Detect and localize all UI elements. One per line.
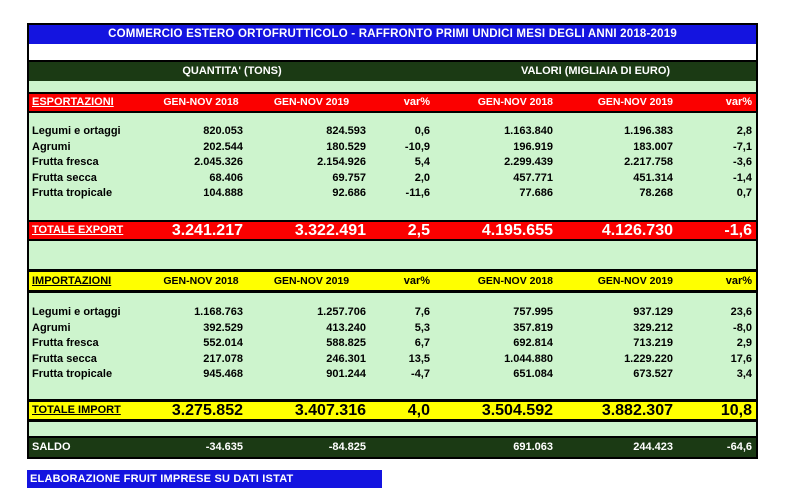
- val-var-cell: 3,4: [736, 368, 752, 380]
- qty-2019-cell: 1.257.706: [317, 306, 366, 318]
- table-row: [29, 171, 756, 187]
- val-2018-cell: 692.814: [513, 337, 553, 349]
- val-var-cell: -8,0: [733, 321, 752, 334]
- table-row: [29, 186, 756, 202]
- qty-var-cell: 5,4: [414, 156, 430, 168]
- spacer-row: [29, 293, 756, 305]
- table-row: [29, 305, 756, 321]
- val-2018-cell: 2.299.439: [504, 156, 553, 168]
- val-2018-cell: 691.063: [513, 441, 553, 453]
- qty-2018-cell: 552.014: [203, 337, 243, 349]
- val-2019-cell: 937.129: [633, 306, 673, 318]
- qty-2018-cell: 104.888: [203, 187, 243, 199]
- val-2019-cell: 451.314: [633, 171, 673, 184]
- qty-var-cell: 2,5: [407, 222, 430, 239]
- table-row: [29, 124, 756, 140]
- table-row: [29, 336, 756, 352]
- val-2019-cell: 244.423: [633, 441, 673, 453]
- val-2019-cell: 3.882.307: [601, 402, 673, 419]
- val-2019-cell: 183.007: [633, 140, 673, 153]
- val-var-cell: -3,6: [733, 156, 752, 168]
- val-var-cell: -1,6: [724, 222, 752, 239]
- col-header-val-2019: GEN-NOV 2019: [597, 275, 673, 287]
- qty-2019-cell: 901.244: [326, 368, 366, 380]
- saldo-label: SALDO: [32, 441, 71, 453]
- row-label: Frutta tropicale: [32, 187, 113, 199]
- qty-2018-cell: 68.406: [209, 171, 243, 184]
- val-var-cell: 10,8: [720, 402, 752, 419]
- qty-2018-cell: 202.544: [203, 140, 243, 153]
- qty-2019-cell: -84.825: [328, 441, 366, 453]
- val-2018-cell: 77.686: [519, 187, 553, 199]
- values-section-header: VALORI (MIGLIAIA DI EURO): [520, 65, 671, 77]
- qty-2018-cell: 3.275.852: [171, 402, 243, 419]
- qty-var-cell: -11,6: [405, 187, 430, 199]
- spacer-row: [29, 44, 756, 60]
- qty-2018-cell: 392.529: [203, 321, 243, 334]
- val-var-cell: 2,8: [736, 125, 752, 137]
- val-2019-cell: 78.268: [639, 187, 673, 199]
- qty-2018-cell: -34.635: [205, 441, 243, 453]
- qty-var-cell: 7,6: [414, 306, 430, 318]
- col-header-qty-2018: GEN-NOV 2018: [163, 96, 239, 108]
- section-header-row: [29, 62, 756, 81]
- import-total-row: [29, 402, 756, 419]
- val-var-cell: 23,6: [730, 306, 752, 318]
- val-var-cell: -7,1: [733, 140, 752, 153]
- col-header-val-2019: GEN-NOV 2019: [597, 96, 673, 108]
- val-2018-cell: 1.163.840: [504, 125, 553, 137]
- title-banner: COMMERCIO ESTERO ORTOFRUTTICOLO - RAFFRONTO PRIMI UNDICI MESI DEGLI ANNI 2018-2019: [29, 25, 756, 44]
- val-var-cell: -64,6: [726, 441, 752, 453]
- spacer-row: [29, 422, 756, 436]
- val-2019-cell: 2.217.758: [624, 156, 673, 168]
- spacer-row: [29, 241, 756, 269]
- qty-2018-cell: 3.241.217: [171, 222, 243, 239]
- val-var-cell: 2,9: [736, 337, 752, 349]
- val-2018-cell: 3.504.592: [481, 402, 553, 419]
- val-2018-cell: 357.819: [513, 321, 553, 334]
- qty-2018-cell: 1.168.763: [194, 306, 243, 318]
- qty-2019-cell: 824.593: [326, 125, 366, 137]
- qty-2019-cell: 246.301: [326, 352, 366, 365]
- val-2018-cell: 651.084: [513, 368, 553, 380]
- col-header-val-var: var%: [725, 275, 752, 287]
- val-2019-cell: 713.219: [633, 337, 673, 349]
- qty-var-cell: -4,7: [411, 368, 430, 380]
- qty-2019-cell: 3.322.491: [294, 222, 366, 239]
- qty-2019-cell: 69.757: [332, 171, 366, 184]
- col-header-qty-var: var%: [403, 275, 430, 287]
- col-header-val-2018: GEN-NOV 2018: [477, 96, 553, 108]
- export-header-row: [29, 94, 756, 111]
- table-row: [29, 321, 756, 337]
- import-data-block: [29, 293, 756, 399]
- val-2019-cell: 673.527: [633, 368, 673, 380]
- val-2019-cell: 1.196.383: [624, 125, 673, 137]
- col-header-qty-2019: GEN-NOV 2019: [273, 275, 350, 287]
- qty-var-cell: 2,0: [414, 171, 430, 184]
- row-label: Frutta tropicale: [32, 368, 113, 380]
- qty-var-cell: 4,0: [407, 402, 430, 419]
- qty-2018-cell: 945.468: [203, 368, 243, 380]
- total-export-label: TOTALE EXPORT: [32, 224, 124, 236]
- qty-2019-cell: 3.407.316: [294, 402, 366, 419]
- val-2018-cell: 457.771: [513, 171, 553, 184]
- qty-var-cell: [373, 438, 435, 457]
- col-header-qty-2018: GEN-NOV 2018: [163, 275, 239, 287]
- quantity-section-header: QUANTITA' (TONS): [182, 65, 282, 77]
- qty-var-cell: 5,3: [414, 321, 430, 334]
- row-label: Frutta secca: [32, 352, 97, 365]
- val-2018-cell: 757.995: [513, 306, 553, 318]
- qty-var-cell: -10,9: [404, 140, 430, 153]
- row-label: Legumi e ortaggi: [32, 306, 121, 318]
- source-banner: ELABORAZIONE FRUIT IMPRESE SU DATI ISTAT: [27, 470, 382, 488]
- val-2019-cell: 329.212: [633, 321, 673, 334]
- val-2019-cell: 4.126.730: [601, 222, 673, 239]
- col-header-val-2018: GEN-NOV 2018: [477, 275, 553, 287]
- col-header-qty-2019: GEN-NOV 2019: [273, 96, 350, 108]
- qty-2019-cell: 180.529: [326, 140, 366, 153]
- val-var-cell: 17,6: [730, 352, 752, 365]
- qty-2019-cell: 413.240: [326, 321, 366, 334]
- import-header-row: [29, 272, 756, 290]
- export-total-row: [29, 222, 756, 239]
- row-label: Frutta fresca: [32, 337, 99, 349]
- qty-2018-cell: 217.078: [203, 352, 243, 365]
- qty-2019-cell: 2.154.926: [317, 156, 366, 168]
- trade-table: [27, 23, 758, 459]
- table-row: [29, 155, 756, 171]
- qty-var-cell: 6,7: [414, 337, 430, 349]
- import-section-label: IMPORTAZIONI: [32, 275, 112, 287]
- val-2018-cell: 4.195.655: [481, 222, 553, 239]
- qty-2019-cell: 92.686: [332, 187, 366, 199]
- col-header-val-var: var%: [725, 96, 752, 108]
- val-2018-cell: 196.919: [513, 140, 553, 153]
- spacer-row: [29, 81, 756, 92]
- row-label: Frutta secca: [32, 171, 97, 184]
- row-label: Legumi e ortaggi: [32, 125, 121, 137]
- spacer-row: [29, 113, 756, 124]
- val-var-cell: -1,4: [733, 171, 752, 184]
- qty-2018-cell: 2.045.326: [194, 156, 243, 168]
- val-var-cell: 0,7: [736, 187, 752, 199]
- saldo-row: [29, 438, 756, 457]
- row-label: Frutta fresca: [32, 156, 99, 168]
- col-header-qty-var: var%: [403, 96, 430, 108]
- row-label: Agrumi: [32, 140, 71, 153]
- qty-var-cell: 13,5: [408, 352, 430, 365]
- table-row: [29, 140, 756, 156]
- val-2019-cell: 1.229.220: [624, 352, 673, 365]
- row-label: Agrumi: [32, 321, 71, 334]
- qty-2019-cell: 588.825: [326, 337, 366, 349]
- table-row: [29, 367, 756, 383]
- table-row: [29, 352, 756, 368]
- export-section-label: ESPORTAZIONI: [32, 96, 114, 108]
- export-data-block: [29, 113, 756, 220]
- qty-2018-cell: 820.053: [203, 125, 243, 137]
- qty-var-cell: 0,6: [414, 125, 430, 137]
- val-2018-cell: 1.044.880: [504, 352, 553, 365]
- total-import-label: TOTALE IMPORT: [32, 404, 121, 416]
